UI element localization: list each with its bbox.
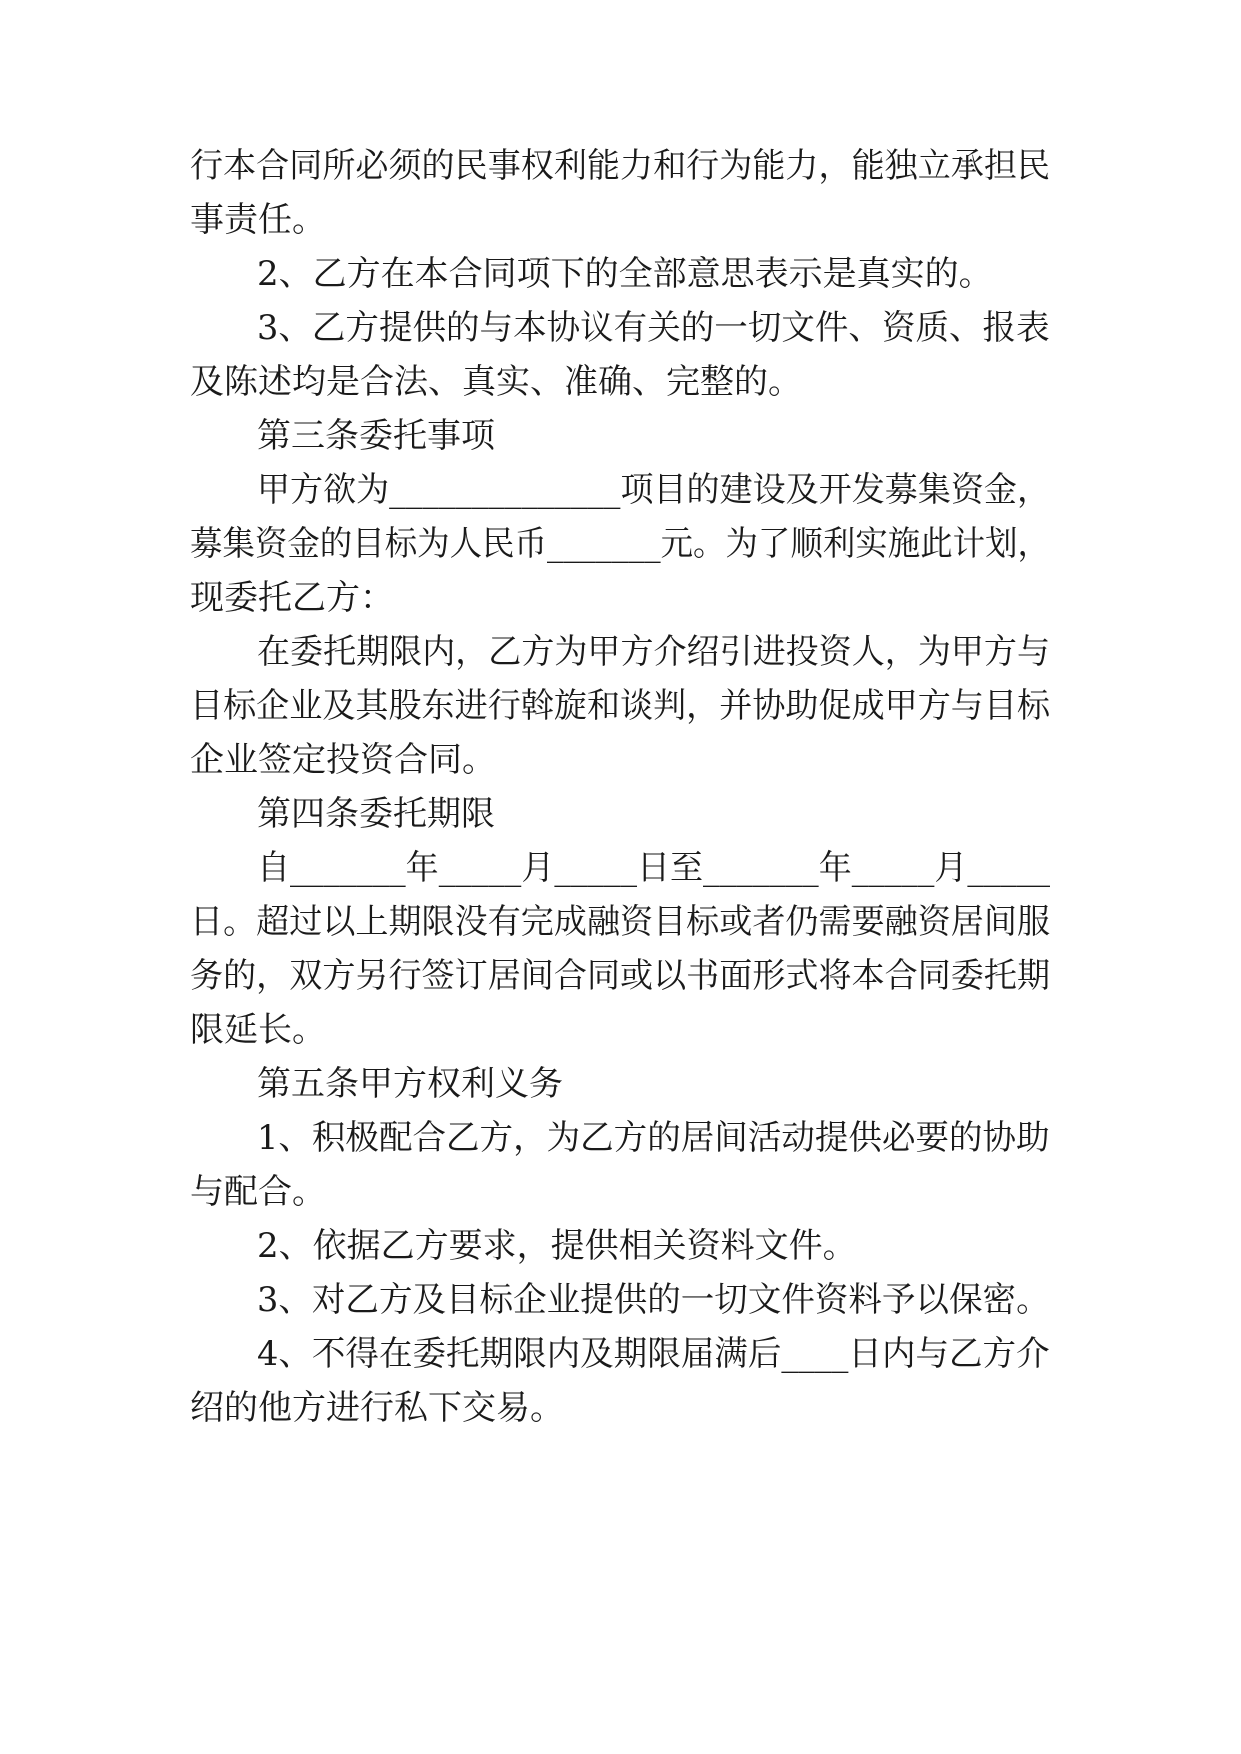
text-line: 3、对乙方及目标企业提供的一切文件资料予以保密。 (257, 1280, 1050, 1320)
text-line: 与配合。 (190, 1172, 326, 1212)
text-line: 自_______年_____月_____日至_______年_____月_____ (257, 848, 1050, 888)
text-line: 行本合同所必须的民事权利能力和行为能力，能独立承担民 (190, 146, 1051, 186)
text-line: 现委托乙方： (190, 578, 394, 618)
text-line: 限延长。 (190, 1010, 326, 1050)
text-line: 在委托期限内，乙方为甲方介绍引进投资人，为甲方与 (257, 632, 1050, 672)
section-heading: 第五条甲方权利义务 (257, 1064, 563, 1104)
text-line: 2、乙方在本合同项下的全部意思表示是真实的。 (257, 254, 993, 294)
text-line: 及陈述均是合法、真实、准确、完整的。 (190, 362, 802, 402)
text-line: 1、积极配合乙方，为乙方的居间活动提供必要的协助 (257, 1118, 1050, 1158)
section-heading: 第四条委托期限 (257, 794, 495, 834)
text-line: 日。超过以上期限没有完成融资目标或者仍需要融资居间服 (190, 902, 1051, 942)
text-line: 3、乙方提供的与本协议有关的一切文件、资质、报表 (257, 308, 1050, 348)
text-line: 企业签定投资合同。 (190, 740, 496, 780)
text-line: 务的，双方另行签订居间合同或以书面形式将本合同委托期 (190, 956, 1051, 996)
text-line: 绍的他方进行私下交易。 (190, 1388, 564, 1428)
text-line: 目标企业及其股东进行斡旋和谈判，并协助促成甲方与目标 (190, 686, 1051, 726)
text-line: 甲方欲为______________项目的建设及开发募集资金， (257, 470, 1050, 510)
text-line: 事责任。 (190, 200, 326, 240)
section-heading: 第三条委托事项 (257, 416, 495, 456)
text-line: 募集资金的目标为人民币_______元。为了顺利实施此计划， (190, 524, 1051, 564)
text-line: 4、不得在委托期限内及期限届满后____日内与乙方介 (257, 1334, 1050, 1374)
text-line: 2、依据乙方要求，提供相关资料文件。 (257, 1226, 857, 1266)
